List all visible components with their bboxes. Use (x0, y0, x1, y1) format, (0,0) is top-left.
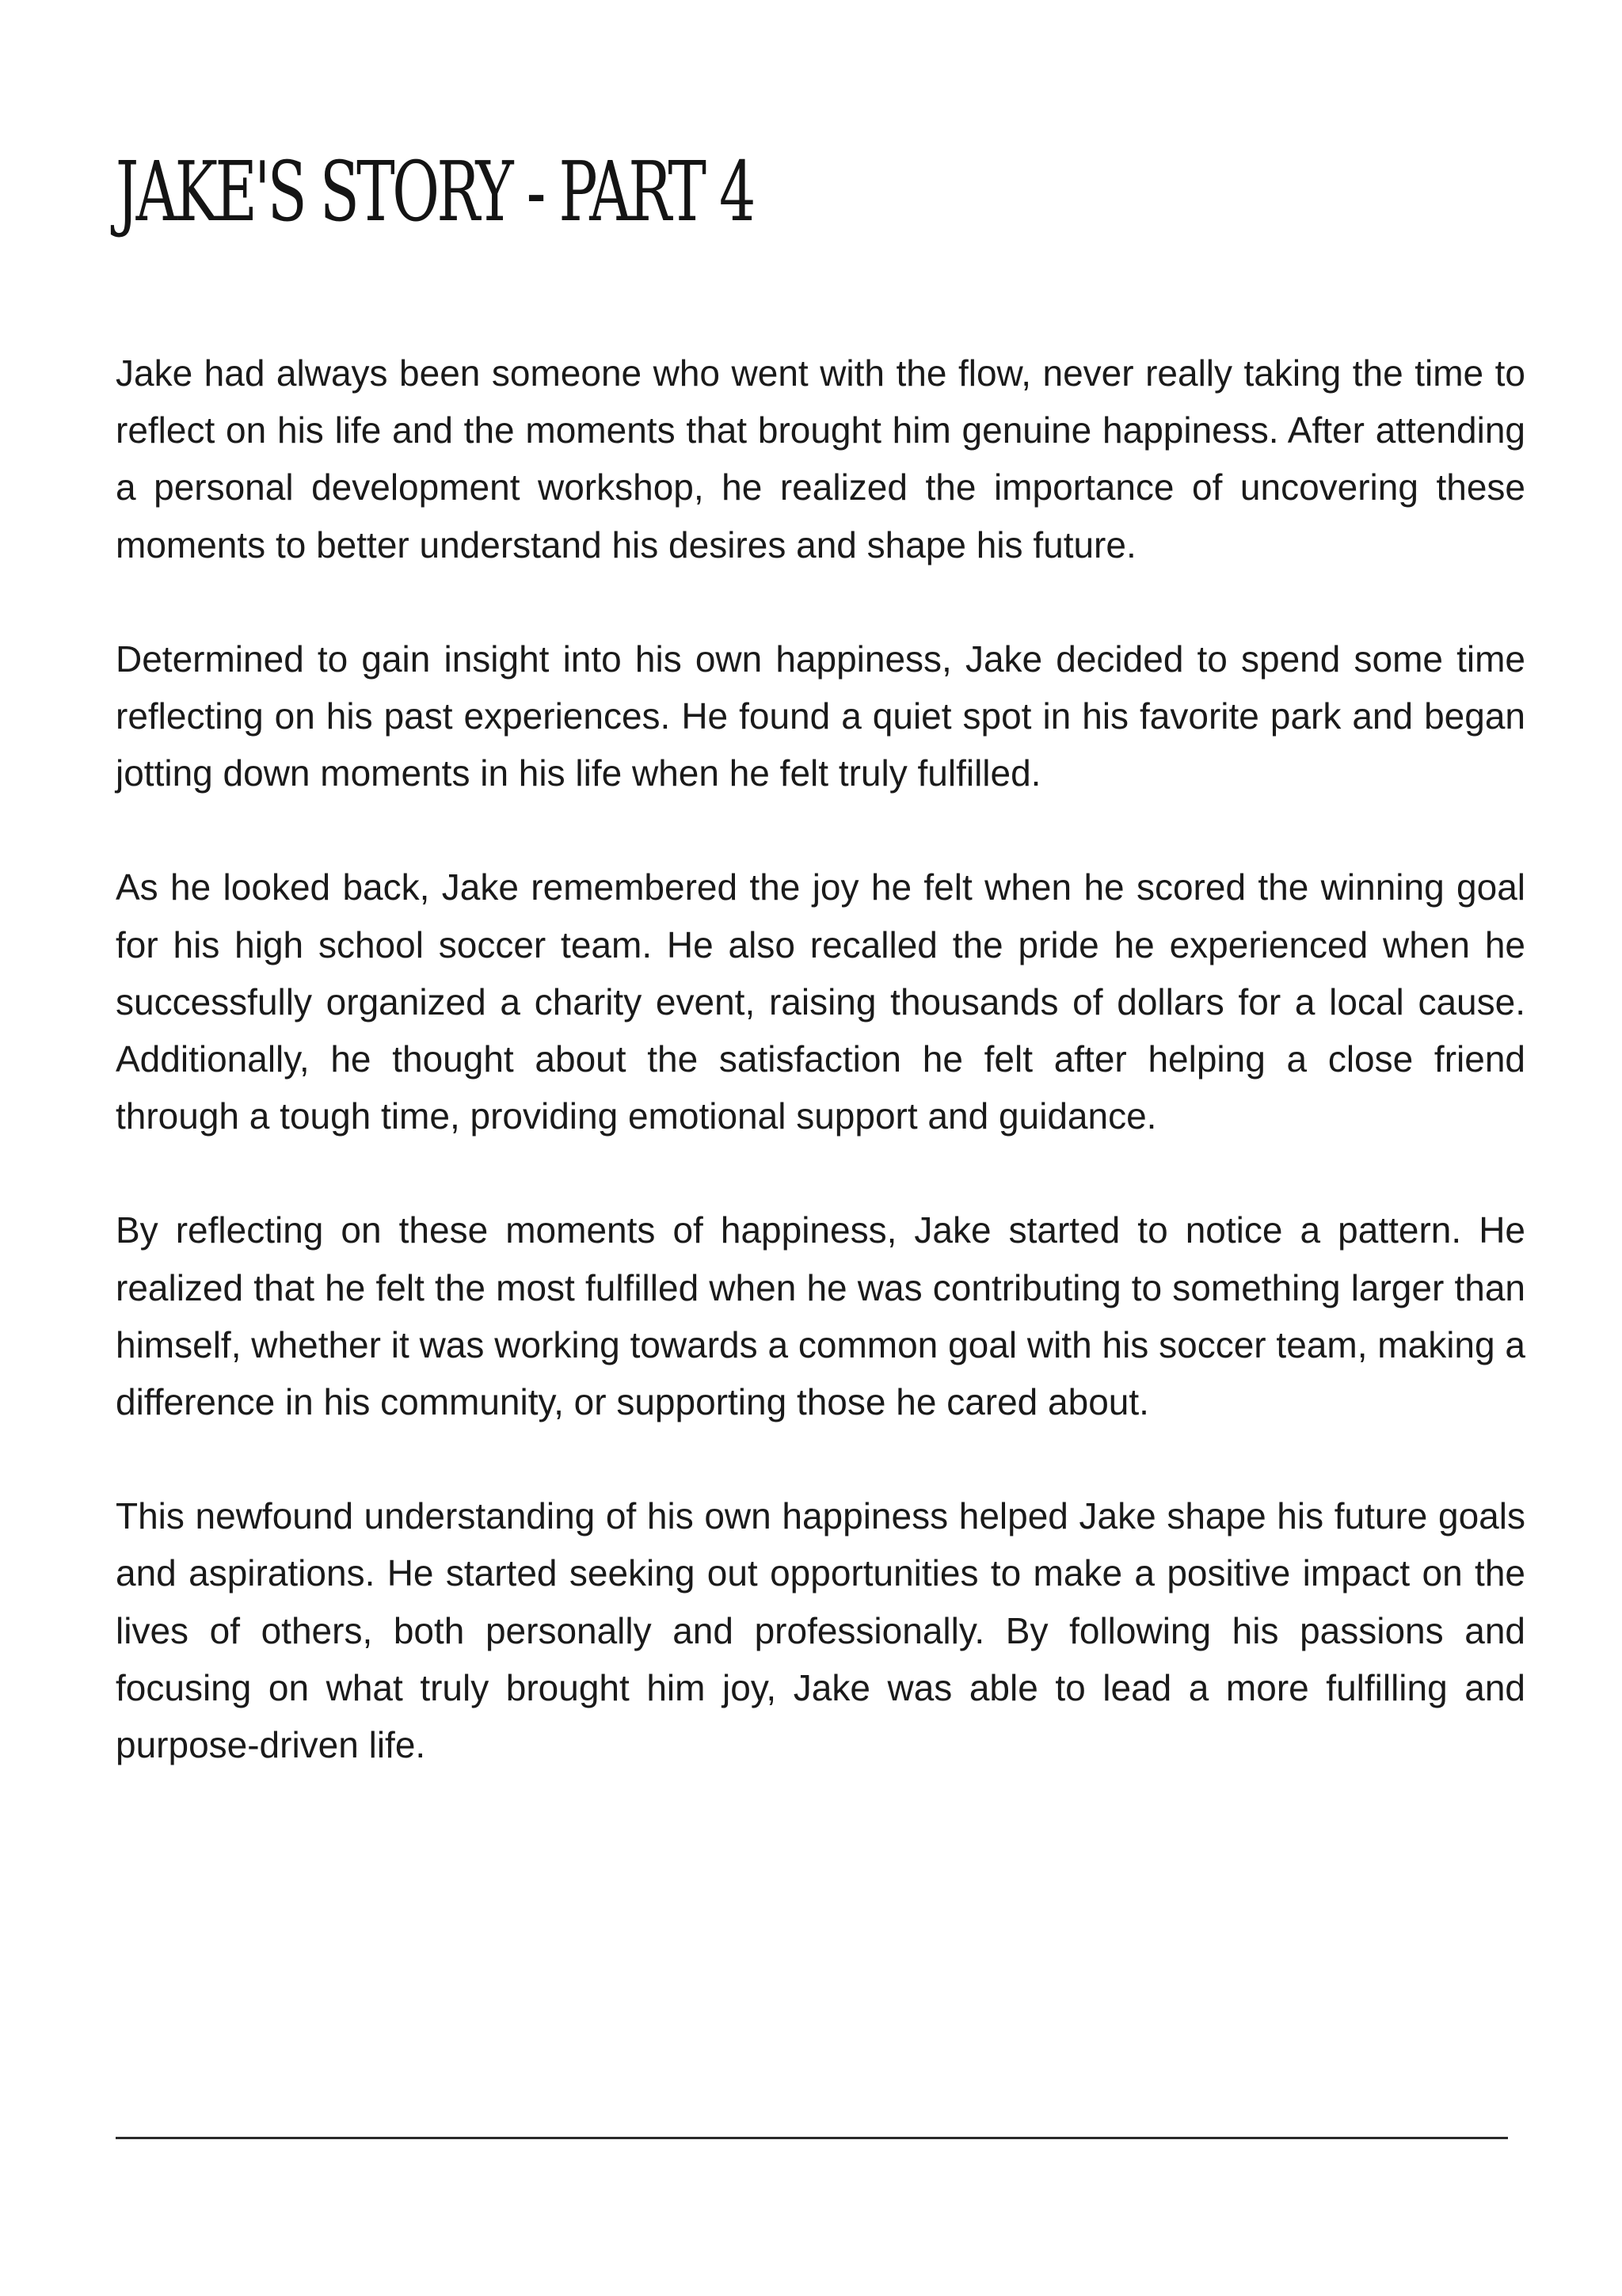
page-title: JAKE'S STORY - PART 4 (116, 143, 753, 240)
paragraph-1: Jake had always been someone who went with the flow, never really taking the time to reflect on his life and the moments that brought him genuine happiness. After attending a personal development workshop, he realized the importance of uncovering these moments to better understand his desires and shape his future. (116, 352, 1525, 565)
paragraph-4: By reflecting on these moments of happiness, Jake started to notice a pattern. He realized that he felt the most fulfilled when he was contributing to something larger than himself, whether it was working towards a common goal with his soccer team, making a difference in his community, or supporting those he cared about. (116, 1209, 1525, 1423)
paragraph-2: Determined to gain insight into his own happiness, Jake decided to spend some time reflecting on his past experiences. He found a quiet spot in his favorite park and began jotting down moments in his life when he felt truly fulfilled. (116, 638, 1525, 794)
paragraph-3: As he looked back, Jake remembered the joy he felt when he scored the winning goal for his high school soccer team. He also recalled the pride he experienced when he successfully organized a charity event, raising thousands of dollars for a local cause. Additionally, he thought about the satisfaction he felt after helping a close friend through a tough time, providing emotional support and guidance. (116, 866, 1525, 1137)
story-body (116, 345, 1525, 1830)
paragraph-5: This newfound understanding of his own happiness helped Jake shape his future goals and aspirations. He started seeking out opportunities to make a positive impact on the lives of others, both personally and professionally. By following his passions and focusing on what truly brought him joy, Jake was able to lead a more fulfilling and purpose-driven life. (116, 1495, 1525, 1766)
footer-divider (116, 2137, 1508, 2139)
